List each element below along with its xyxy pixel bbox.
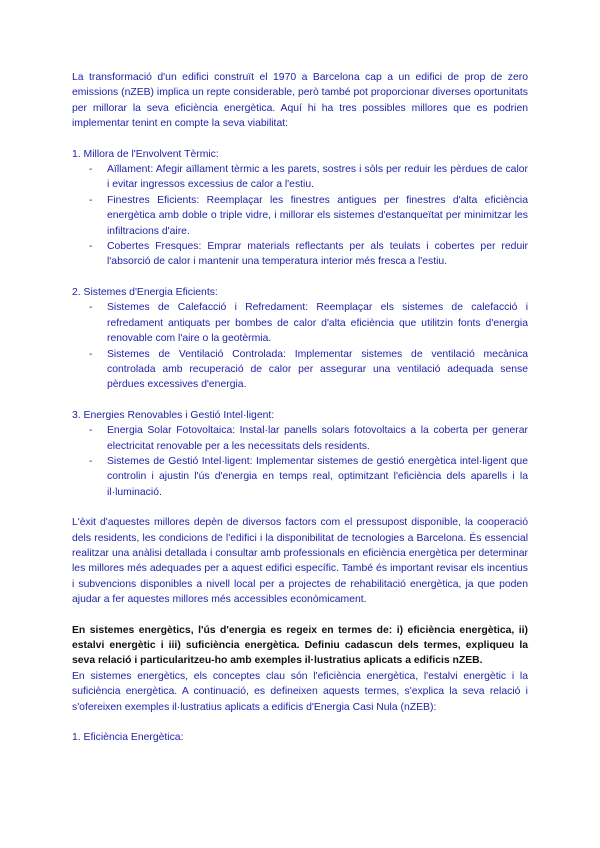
section-envolvent bbox=[72, 147, 528, 270]
list-item: - Sistemes de Gestió Intel·ligent: Implementar sistemes de gestió energètica intel·ligent que controlin i ajustin l'ús d'energia en temps real, optimitzant l'eficiència dels aparells i la il·luminació. bbox=[89, 454, 528, 500]
spacer bbox=[72, 500, 528, 515]
section-title: 1. Millora de l'Envolvent Tèrmic: bbox=[72, 148, 219, 160]
section-sistemes bbox=[72, 285, 528, 393]
spacer bbox=[72, 393, 528, 408]
spacer bbox=[72, 270, 528, 285]
list-item: - Sistemes de Ventilació Controlada: Implementar sistemes de ventilació mecànica controlada amb recuperació de calor per assegurar una ventilació adequada sense pèrdues excessives d'energia. bbox=[89, 347, 528, 393]
answer-intro-paragraph: En sistemes energètics, els conceptes clau són l'eficiència energètica, l'estalvi energètic i la suficiència energètica. A continuació, es defineixen aquests termes, s'explica la seva relació i s'ofereixen exemples il·lustratius aplicats a edificis d'Energia Casi Nula (nZEB): bbox=[72, 670, 528, 713]
list-item: - Sistemes de Calefacció i Refredament: Reemplaçar els sistemes de calefacció i refredament antiquats per bombes de calor d'alta eficiència que utilitzin fonts d'energia renovable com l'aire o la geotèrmia. bbox=[89, 300, 528, 346]
spacer bbox=[72, 132, 528, 147]
section-title: 2. Sistemes d'Energia Eficients: bbox=[72, 286, 218, 298]
section-renovables bbox=[72, 408, 528, 500]
bullet-list bbox=[72, 423, 528, 500]
spacer bbox=[72, 608, 528, 623]
next-section-title: 1. Eficiència Energètica: bbox=[72, 732, 184, 744]
list-item: - Cobertes Fresques: Emprar materials reflectants per als teulats i cobertes per reduir l'absorció de calor i mantenir una temperatura interior més fresca a l'estiu. bbox=[89, 239, 528, 270]
bullet-list bbox=[72, 300, 528, 392]
intro-paragraph: La transformació d'un edifici construït el 1970 a Barcelona cap a un edifici de prop de zero emissions (nZEB) implica un repte considerable, però també pot proporcionar diverses oportunitats per millorar la seva eficiència energètica. Aquí hi ha tres possibles millores que es podrien implementar tenint en compte la seva viabilitat: bbox=[72, 72, 528, 130]
conclusion-paragraph: L'èxit d'aquestes millores depèn de diversos factors com el pressupost disponible, la cooperació dels residents, les condicions de l'edifici i la disponibilitat de tecnologies a Barcelona. És essencial realitzar una anàlisi detallada i consultar amb professionals en eficiència energètica per determinar les millores més adequades per a aquest edifici específic. També és important revisar els incentius i subvencions disponibles a nivell local per a projectes de rehabilitació energètica, ja que poden ajudar a fer aquestes millores més accessibles econòmicament. bbox=[72, 517, 528, 606]
list-item: - Energia Solar Fotovoltaica: Instal·lar panells solars fotovoltaics a la coberta per generar electricitat renovable per a les necessitats dels residents. bbox=[89, 423, 528, 454]
list-item: - Aïllament: Afegir aïllament tèrmic a les parets, sostres i sòls per reduir les pèrdues de calor i evitar ingressos excessius de calor a l'estiu. bbox=[89, 162, 528, 193]
spacer bbox=[72, 715, 528, 730]
section-title: 3. Energies Renovables i Gestió Intel·ligent: bbox=[72, 409, 275, 421]
document-page bbox=[72, 70, 528, 745]
list-item: - Finestres Eficients: Reemplaçar les finestres antigues per finestres d'alta eficiència energètica amb doble o triple vidre, i millorar els sistemes d'estanqueïtat per minimitzar les infiltracions d'aire. bbox=[89, 193, 528, 239]
bullet-list bbox=[72, 162, 528, 270]
question-paragraph: En sistemes energètics, l'ús d'energia es regeix en termes de: i) eficiència energètica, ii) estalvi energètic i iii) suficiència energètica. Definiu cadascun dels termes, expliqueu la seva relació i particularitzeu-ho amb exemples il·lustratius aplicats a edificis nZEB. bbox=[72, 624, 528, 667]
